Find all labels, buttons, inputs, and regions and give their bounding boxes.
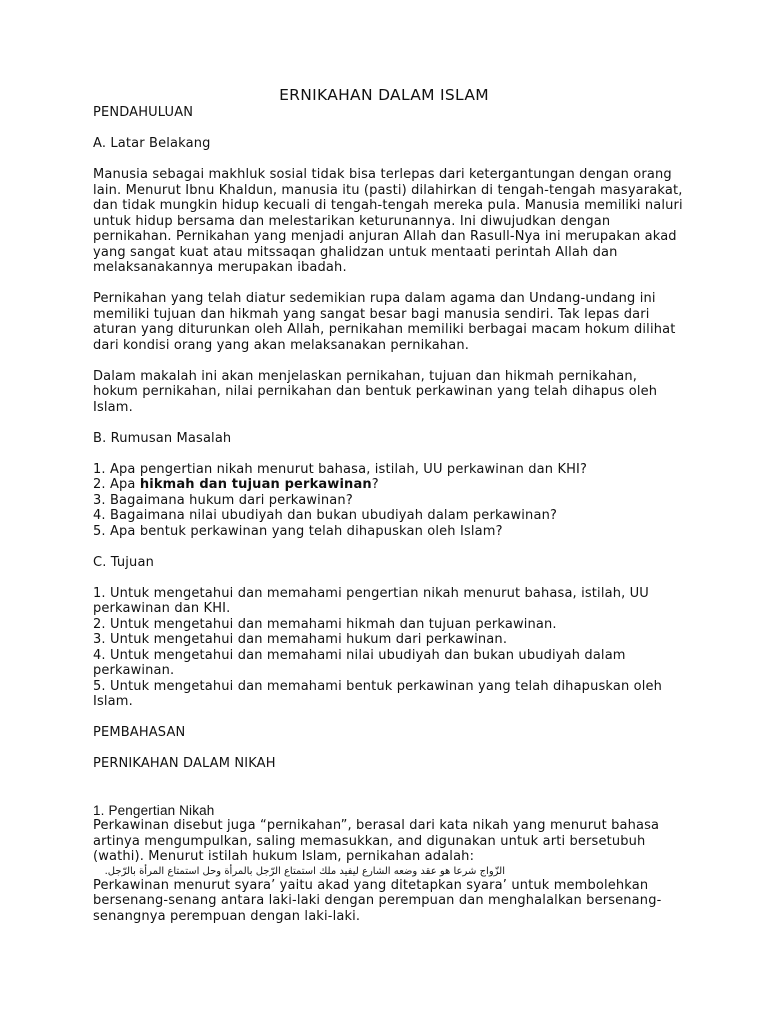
rumusan-item-2-suffix: ?: [371, 477, 379, 492]
heading-pengertian-nikah: 1. Pengertian Nikah: [93, 802, 215, 818]
document-body: [93, 105, 685, 940]
tujuan-item-3: 3. Untuk mengetahui dan memahami hukum dari perkawinan.: [93, 632, 508, 647]
rumusan-list: [93, 462, 685, 540]
paragraph-latar-1: Manusia sebagai makhluk sosial tidak bisa terlepas dari ketergantungan dengan orang lain. Menurut Ibnu Khaldun, manusia itu (pasti) dilahirkan di tengah-tengah masyarakat, dan tidak mungkin hidup kecuali di tengah-tengah mereka pula. Manusia memiliki naluri untuk hidup bersama dan melestarikan keturunannya. Ini diwujudkan dengan pernikahan. Pernikahan yang menjadi anjuran Allah dan Rasull-Nya ini merupakan akad yang sangat kuat atau mitssaqan ghalidzan untuk mentaati perintah Allah dan melaksanakannya merupakan ibadah.: [93, 167, 683, 275]
spacer: [93, 787, 685, 803]
rumusan-item-1: 1. Apa pengertian nikah menurut bahasa, istilah, UU perkawinan dan KHI?: [93, 461, 588, 477]
heading-tujuan: C. Tujuan: [93, 554, 154, 570]
tujuan-item-1: 1. Untuk mengetahui dan memahami pengertian nikah menurut bahasa, istilah, UU perkawinan dan KHI.: [93, 585, 649, 616]
heading-pembahasan: PEMBAHASAN: [93, 725, 186, 740]
paragraph-pengertian-2: Perkawinan menurut syara’ yaitu akad yang ditetapkan syara’ untuk membolehkan bersenang-senang antara laki-laki dengan perempuan dan menghalalkan bersenang-senangnya perempuan dengan laki-laki.: [93, 877, 662, 924]
tujuan-item-2: 2. Untuk mengetahui dan memahami hikmah dan tujuan perkawinan.: [93, 616, 557, 632]
rumusan-item-4: 4. Bagaimana nilai ubudiyah dan bukan ubudiyah dalam perkawinan?: [93, 508, 558, 523]
paragraph-latar-3: Dalam makalah ini akan menjelaskan pernikahan, tujuan dan hikmah pernikahan, hokum pernikahan, nilai pernikahan dan bentuk perkawinan yang telah dihapus oleh Islam.: [93, 368, 658, 415]
paragraph-latar-2: Pernikahan yang telah diatur sedemikian rupa dalam agama dan Undang-undang ini memiliki tujuan dan hikmah yang sangat besar bagi manusia sendiri. Tak lepas dari aturan yang diturunkan oleh Allah, pernikahan memiliki berbagai macam hokum dilihat dari kondisi orang yang akan melaksanakan pernikahan.: [93, 291, 676, 353]
rumusan-item-2: [93, 477, 685, 493]
rumusan-item-5: 5. Apa bentuk perkawinan yang telah dihapuskan oleh Islam?: [93, 523, 503, 539]
tujuan-item-4: 4. Untuk mengetahui dan memahami nilai ubudiyah dan bukan ubudiyah dalam perkawinan.: [93, 647, 626, 678]
paragraph-pengertian-1: Perkawinan disebut juga “pernikahan”, berasal dari kata nikah yang menurut bahasa artinya mengumpulkan, saling memasukkan, and digunakan untuk arti bersetubuh (wathi). Menurut istilah hukum Islam, pernikahan adalah:: [93, 818, 660, 864]
tujuan-item-5: 5. Untuk mengetahui dan memahami bentuk perkawinan yang telah dihapuskan oleh Islam.: [93, 678, 663, 709]
arabic-definition: الزّواج شرعا هو عقد وضعه الشارع ليفيد ملك استمتاع الرّجل بالمرأة وحل استمتاع المرأة بالرّجل.: [104, 865, 505, 877]
heading-pendahuluan: PENDAHULUAN: [93, 105, 194, 120]
heading-latar-belakang: A. Latar Belakang: [93, 136, 211, 151]
document-title: ERNIKAHAN DALAM ISLAM: [279, 86, 489, 104]
rumusan-item-2-bold: hikmah dan tujuan perkawinan: [139, 477, 372, 492]
heading-pernikahan-dalam-nikah: PERNIKAHAN DALAM NIKAH: [93, 756, 276, 771]
heading-rumusan-masalah: B. Rumusan Masalah: [93, 430, 232, 446]
rumusan-item-3: 3. Bagaimana hukum dari perkawinan?: [93, 492, 353, 508]
rumusan-item-2-prefix: 2. Apa: [93, 477, 140, 492]
tujuan-list: [93, 586, 685, 710]
